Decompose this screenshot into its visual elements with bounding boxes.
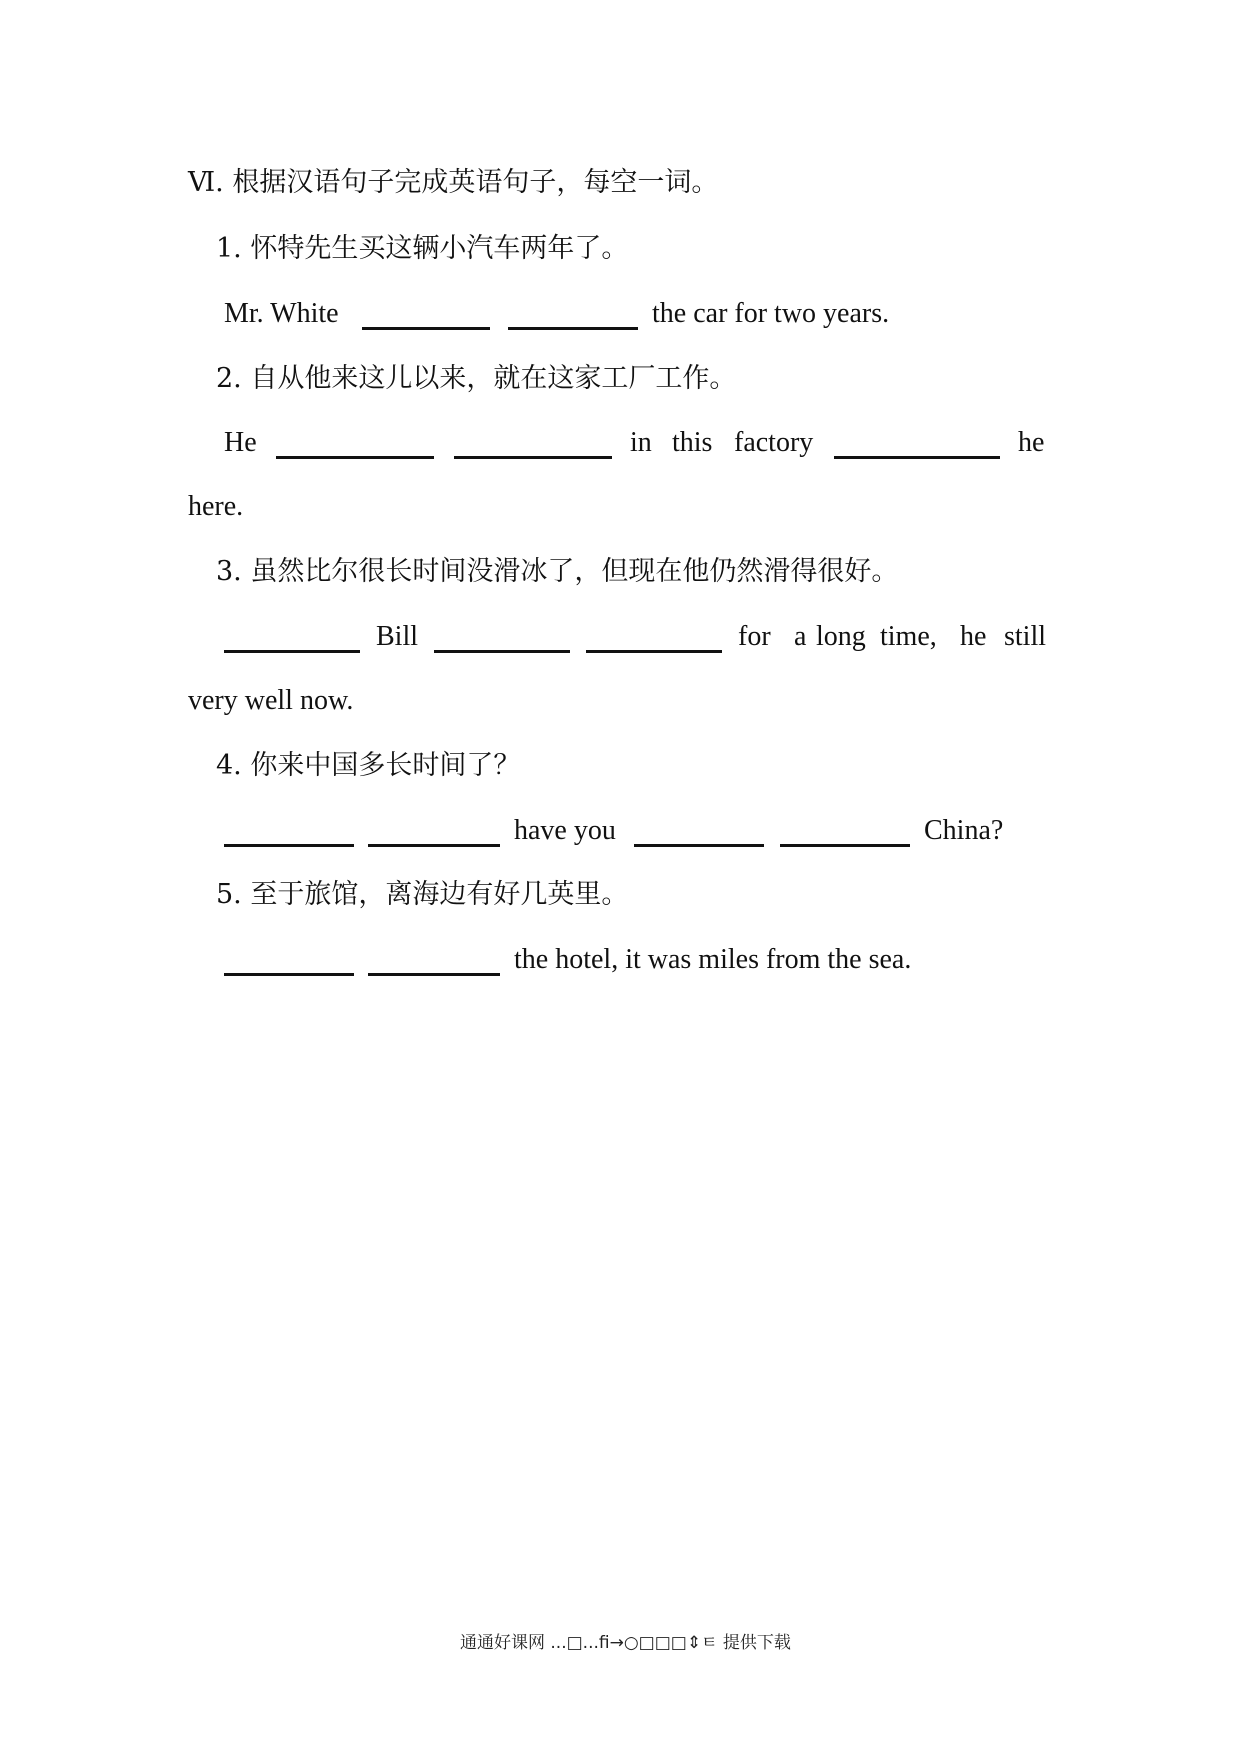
question-1-text-start: Mr. White (224, 298, 339, 329)
question-3-word-time: time, (880, 621, 937, 652)
question-3-word-he: he (960, 621, 987, 652)
question-5-answer-line (0, 943, 1240, 977)
question-5-blank-2[interactable] (368, 973, 500, 976)
question-2-word-factory: factory (734, 427, 814, 458)
question-2-word-he-2: he (1018, 427, 1045, 458)
question-1-blank-1[interactable] (362, 327, 490, 330)
question-2-word-he: He (224, 427, 257, 458)
question-3-word-still: still (1004, 621, 1047, 652)
question-3-word-a: a (794, 621, 807, 652)
question-2-continuation: here. (188, 491, 244, 522)
question-5-blank-1[interactable] (224, 973, 354, 976)
question-2-word-this: this (672, 427, 713, 458)
question-2-blank-3[interactable] (834, 456, 1000, 459)
question-3-continuation: very well now. (188, 685, 354, 716)
question-4-blank-4[interactable] (780, 844, 910, 847)
question-3-prompt: 3. 虽然比尔很长时间没滑冰了，但现在他仍然滑得很好。 (216, 556, 899, 587)
question-3-answer-line (0, 620, 1240, 654)
question-3-blank-3[interactable] (586, 650, 722, 653)
question-1-prompt: 1. 怀特先生买这辆小汽车两年了。 (216, 233, 629, 264)
question-4-text-middle: have you (514, 815, 616, 846)
question-3-word-long: long (816, 621, 866, 652)
question-1-text-end: the car for two years. (652, 298, 890, 329)
page-footer: 通通好课网 ...□...ﬁ→○□□□⇕ㅌ 提供下载 (460, 1633, 791, 1653)
question-2-prompt: 2. 自从他来这儿以来，就在这家工厂工作。 (216, 363, 737, 394)
question-2-blank-2[interactable] (454, 456, 612, 459)
section-title: Ⅵ. 根据汉语句子完成英语句子，每空一词。 (188, 167, 719, 198)
question-4-blank-2[interactable] (368, 844, 500, 847)
question-2-answer-line (0, 426, 1240, 460)
question-1-blank-2[interactable] (508, 327, 638, 330)
question-1-answer-line (0, 297, 1240, 331)
question-5-prompt: 5. 至于旅馆，离海边有好几英里。 (216, 879, 629, 910)
question-4-blank-3[interactable] (634, 844, 764, 847)
question-4-prompt: 4. 你来中国多长时间了？ (216, 750, 521, 781)
question-2-blank-1[interactable] (276, 456, 434, 459)
question-4-answer-line (0, 814, 1240, 848)
question-3-word-bill: Bill (376, 621, 419, 652)
question-3-blank-1[interactable] (224, 650, 360, 653)
question-4-blank-1[interactable] (224, 844, 354, 847)
question-4-text-end: China? (924, 815, 1004, 846)
question-3-word-for: for (738, 621, 771, 652)
question-5-text-end: the hotel, it was miles from the sea. (514, 944, 912, 975)
question-2-word-in: in (630, 427, 652, 458)
question-3-blank-2[interactable] (434, 650, 570, 653)
